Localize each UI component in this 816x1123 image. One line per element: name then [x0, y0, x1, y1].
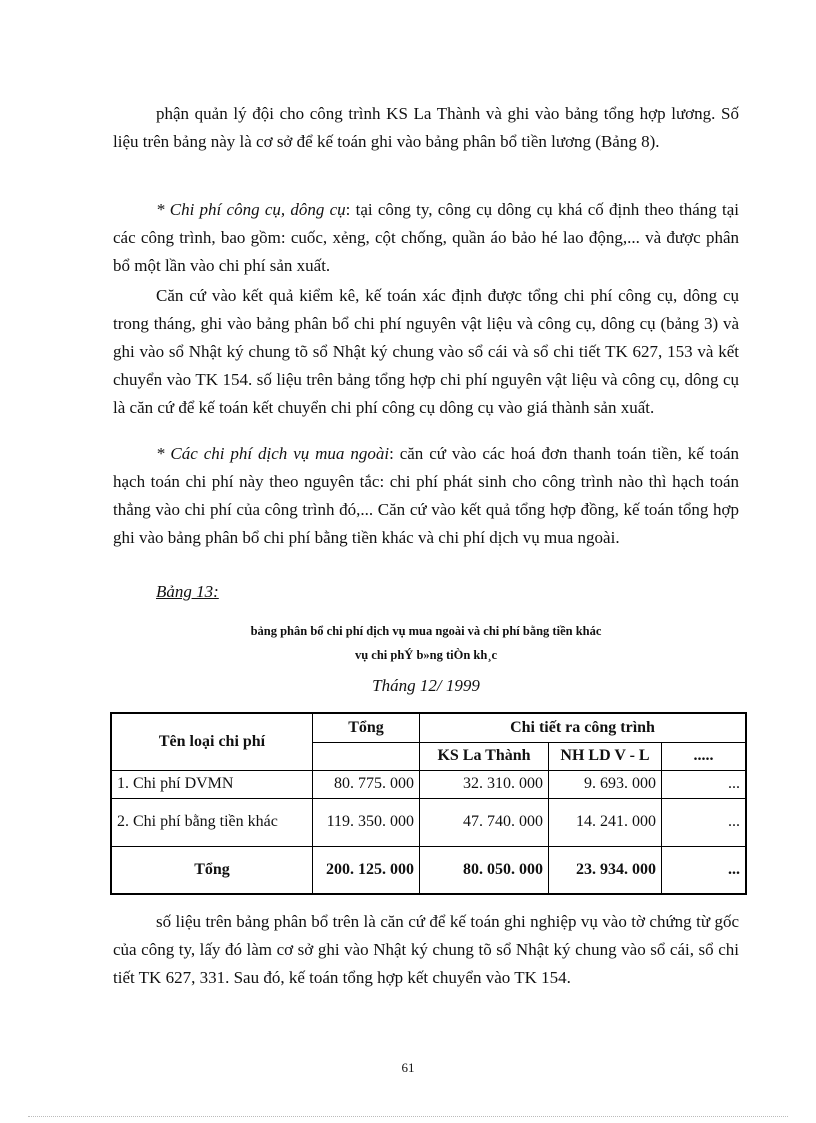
paragraph-4-body: : căn cứ vào các hoá đơn thanh toán tiền, kế toán hạch toán chi phí này theo nguyên tắc: chi phí phát sinh cho công trình nào thì hạch toán thẳng vào chi phí của công trình đó,... Căn cứ vào kết quả tổng hợp đồng, kế toán tổng hợp ghi vào bảng phân bổ chi phí bằng tiền khác và chi phí dịch vụ mua ngoài.: [113, 444, 739, 547]
row-name: 1. Chi phí DVMN: [111, 770, 313, 798]
paragraph-2-lead: * Chi phí công cụ, dông cụ: [156, 200, 346, 219]
total-more: ...: [662, 846, 747, 894]
header-total: Tổng: [313, 713, 420, 742]
table-total-row: [111, 846, 746, 894]
row-total: 119. 350. 000: [313, 798, 420, 846]
page-number: 61: [401, 1060, 415, 1075]
paragraph-5: số liệu trên bảng phân bổ trên là căn cứ để kế toán ghi nghiệp vụ vào tờ chứng từ gốc của công ty, lấy đó làm cơ sở ghi vào Nhật ký chung tõ sổ Nhật ký chung vào sổ cái, sổ chi tiết TK 627, 331. Sau đó, kế toán tổng hợp kết chuyển vào TK 154.: [113, 912, 739, 987]
table-row: [111, 770, 746, 798]
header-ks-la-thanh: KS La Thành: [420, 742, 549, 770]
header-total-blank: [313, 742, 420, 770]
row-nh: 14. 241. 000: [549, 798, 662, 846]
header-cost-type: Tên loại chi phí: [111, 713, 313, 770]
row-ks: 32. 310. 000: [420, 770, 549, 798]
paragraph-1: phận quản lý đội cho công trình KS La Thành và ghi vào bảng tổng hợp lương. Số liệu trên bảng này là cơ sở để kế toán ghi vào bảng phân bổ tiền lương (Bảng 8).: [113, 104, 739, 151]
row-name: 2. Chi phí bằng tiền khác: [111, 798, 313, 846]
total-ks: 80. 050. 000: [420, 846, 549, 894]
table-label: Bảng 13:: [156, 582, 219, 601]
paragraph-4-lead: * Các chi phí dịch vụ mua ngoài: [156, 444, 390, 463]
header-nh-ld: NH LD V - L: [549, 742, 662, 770]
total-name: Tổng: [111, 846, 313, 894]
page-bottom-divider: [28, 1116, 788, 1117]
row-more: ...: [662, 770, 747, 798]
paragraph-2-body: : tại công ty, công cụ dông cụ khá cố định theo tháng tại các công trình, bao gồm: cuốc, xẻng, cột chống, quần áo bảo hé lao động,... và được phân bổ một lần vào chi phí sản xuất.: [113, 200, 740, 275]
total-total: 200. 125. 000: [313, 846, 420, 894]
allocation-table: [110, 712, 747, 895]
table-month: Tháng 12/ 1999: [372, 676, 480, 695]
header-detail: Chi tiết ra công trình: [420, 713, 747, 742]
row-nh: 9. 693. 000: [549, 770, 662, 798]
table-title: bảng phân bổ chi phí dịch vụ mua ngoài và chi phí bằng tiền khác: [250, 624, 602, 638]
row-total: 80. 775. 000: [313, 770, 420, 798]
total-nh: 23. 934. 000: [549, 846, 662, 894]
row-more: ...: [662, 798, 747, 846]
paragraph-4: [113, 440, 739, 552]
paragraph-2: [113, 196, 739, 280]
row-ks: 47. 740. 000: [420, 798, 549, 846]
paragraph-3: Căn cứ vào kết quả kiểm kê, kế toán xác định được tổng chi phí công cụ, dông cụ trong tháng, ghi vào bảng phân bổ chi phí nguyên vật liệu và công cụ, dông cụ (bảng 3) và ghi vào sổ Nhật ký chung tõ sổ Nhật ký chung vào sổ cái và sổ chi tiết TK 627, 153 và kết chuyển vào TK 154. số liệu trên bảng tổng hợp chi phí nguyên vật liệu và công cụ, dông cụ là căn cứ để kế toán kết chuyển chi phí công cụ dông cụ vào giá thành sản xuất.: [113, 286, 739, 417]
table-title-garbled: vụ chi phÝ b»ng tiÒn kh¸c: [354, 648, 498, 662]
table-row: [111, 798, 746, 846]
header-more: .....: [662, 742, 747, 770]
